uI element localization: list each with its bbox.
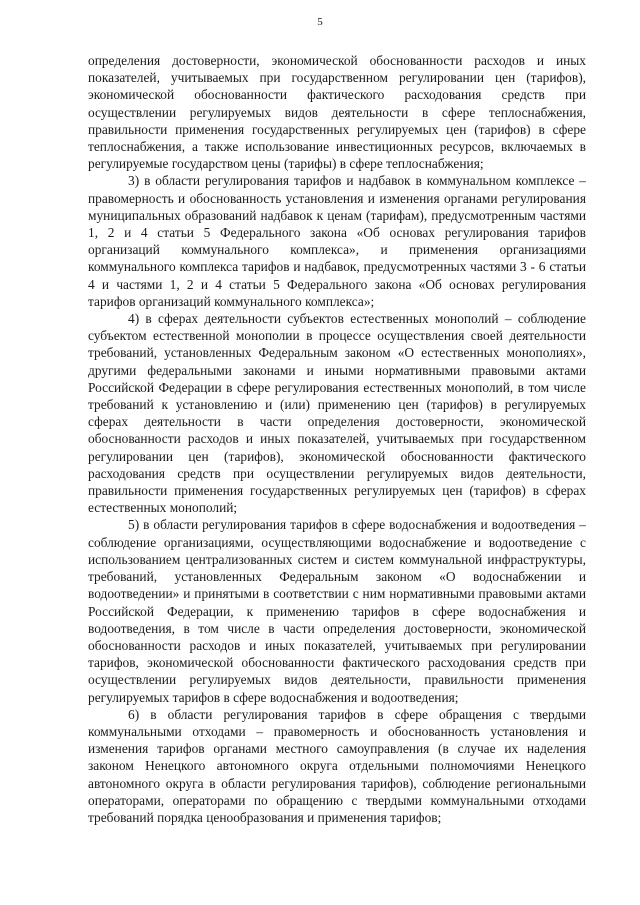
paragraph-item-5: 5) в области регулирования тарифов в сфере водоснабжения и водоотведения – соблюдение организациями, осуществляющими водоснабжение и водоотведение с использованием централизованных систем и систем коммунальной инфраструктуры, требований, установленных Федеральным законом «О водоснабжении и водоотведении» и принятыми в соответствии с ним нормативными правовыми актами Российской Федерации, к применению тарифов в сфере водоснабжения и водоотведения, в том числе в части определения достоверности, экономической обоснованности расходов и иных показателей, учитываемых при регулировании тарифов, экономической обоснованности фактического расходования средств при осуществлении регулируемых видов деятельности, правильности применения регулируемых тарифов в сфере водоснабжения и водоотведения; bbox=[88, 517, 586, 705]
paragraph-item-6: 6) в области регулирования тарифов в сфере обращения с твердыми коммунальными отходами – правомерность и обоснованность установления и изменения тарифов органами местного самоуправления (в случае их наделения законом Ненецкого автономного округа отдельными полномочиями Ненецкого автономного округа в области регулирования тарифов), соблюдение региональными операторами, операторами по обращению с твердыми коммунальными отходами требований порядка ценообразования и применения тарифов; bbox=[88, 706, 586, 825]
paragraph-item-3: 3) в области регулирования тарифов и надбавок в коммунальном комплексе – правомерность и обоснованность установления и изменения органами регулирования муниципальных образований надбавок к ценам (тарифам), предусмотренным частями 1, 2 и 4 статьи 5 Федерального закона «Об основах регулирования тарифов организаций коммунального комплекса», и применения организациями коммунального комплекса тарифов и надбавок, предусмотренных частями 3 - 6 статьи 4 и частями 1, 2 и 4 статьи 5 Федерального закона «Об основах регулирования тарифов организаций коммунального комплекса»; bbox=[88, 173, 586, 309]
document-body bbox=[88, 52, 586, 826]
paragraph-continuation: определения достоверности, экономической обоснованности расходов и иных показателей, учитываемых при государственном регулировании цен (тарифов), экономической обоснованности фактического расходования средств при осуществлении регулируемых видов деятельности в сфере теплоснабжения, правильности применения государственных регулируемых цен (тарифов) в сфере теплоснабжения, а также использование инвестиционных ресурсов, включаемых в регулируемые государством цены (тарифы) в сфере теплоснабжения; bbox=[88, 53, 586, 172]
paragraph-item-4: 4) в сферах деятельности субъектов естественных монополий – соблюдение субъектом естественной монополии в процессе осуществления своей деятельности требований, установленных Федеральным законом «О естественных монополиях», другими федеральными законами и иными нормативными правовыми актами Российской Федерации в сфере регулирования естественных монополий, в том числе требований к установлению и (или) применению цен (тарифов) в регулируемых сферах деятельности в части определения достоверности, экономической обоснованности расходов и иных показателей, учитываемых при государственном регулировании цен (тарифов), экономической обоснованности фактического расходования средств при осуществлении регулируемых видов деятельности, правильности применения государственных регулируемых цен (тарифов) в сферах естественных монополий; bbox=[88, 311, 586, 516]
page-number: 5 bbox=[317, 16, 323, 28]
